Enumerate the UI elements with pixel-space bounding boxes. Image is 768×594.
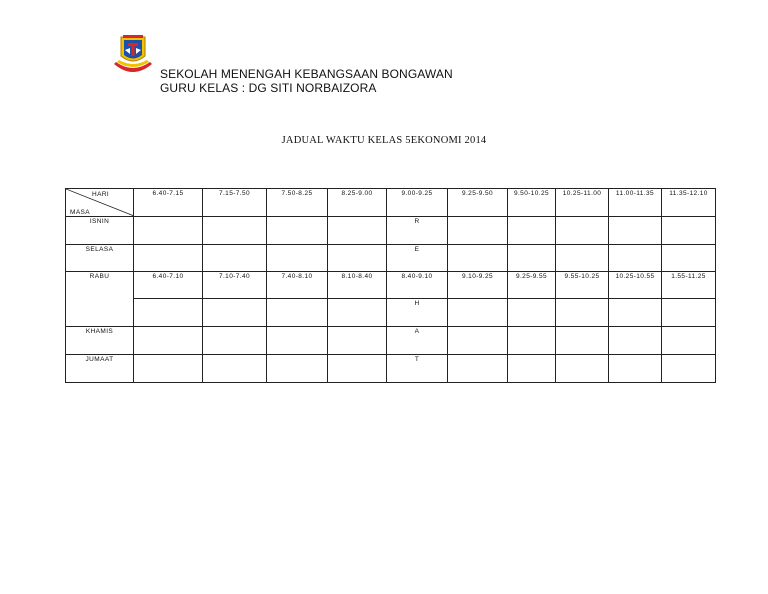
corner-cell <box>66 189 134 217</box>
time-header: 9.25-9.50 <box>448 189 508 217</box>
hari-label: HARI <box>92 191 110 198</box>
rehat-letter: T <box>387 355 448 383</box>
page-title: JADUAL WAKTU KELAS 5EKONOMI 2014 <box>281 135 487 146</box>
rabu-time: 9.55-10.25 <box>556 272 609 299</box>
day-label: RABU <box>66 272 134 327</box>
time-header: 8.25-9.00 <box>328 189 387 217</box>
day-label: KHAMIS <box>66 327 134 355</box>
masa-label: MASA <box>70 209 91 216</box>
day-label: SELASA <box>66 245 134 272</box>
rabu-time: 8.40-9.10 <box>387 272 448 299</box>
rehat-letter: A <box>387 327 448 355</box>
class-teacher: GURU KELAS : DG SITI NORBAIZORA <box>160 81 377 95</box>
rehat-letter: E <box>387 245 448 272</box>
table-row <box>66 355 716 383</box>
day-label: JUMAAT <box>66 355 134 383</box>
rehat-letter: R <box>387 217 448 245</box>
table-row <box>66 245 716 272</box>
rabu-time: 8.10-8.40 <box>328 272 387 299</box>
table-row <box>66 217 716 245</box>
timetable <box>65 188 716 383</box>
table-row <box>66 272 716 299</box>
rabu-time: 7.40-8.10 <box>267 272 328 299</box>
time-header: 11.00-11.35 <box>609 189 662 217</box>
rabu-time: 9.10-9.25 <box>448 272 508 299</box>
time-header: 9.50-10.25 <box>508 189 556 217</box>
rabu-time: 9.25-9.55 <box>508 272 556 299</box>
header-row <box>66 189 716 217</box>
time-header: 11.35-12.10 <box>662 189 716 217</box>
time-header: 10.25-11.00 <box>556 189 609 217</box>
time-header: 7.15-7.50 <box>203 189 267 217</box>
table-row <box>66 327 716 355</box>
rehat-letter: H <box>387 299 448 327</box>
school-name: SEKOLAH MENENGAH KEBANGSAAN BONGAWAN <box>160 67 453 81</box>
table-row <box>66 299 716 327</box>
school-header <box>160 67 453 95</box>
rabu-time: 6.40-7.10 <box>134 272 203 299</box>
school-logo <box>108 34 158 78</box>
rabu-time: 7.10-7.40 <box>203 272 267 299</box>
time-header: 9.00-9.25 <box>387 189 448 217</box>
rabu-time: 1.55-11.25 <box>662 272 716 299</box>
time-header: 6.40-7.15 <box>134 189 203 217</box>
time-header: 7.50-8.25 <box>267 189 328 217</box>
day-label: ISNIN <box>66 217 134 245</box>
rabu-time: 10.25-10.55 <box>609 272 662 299</box>
